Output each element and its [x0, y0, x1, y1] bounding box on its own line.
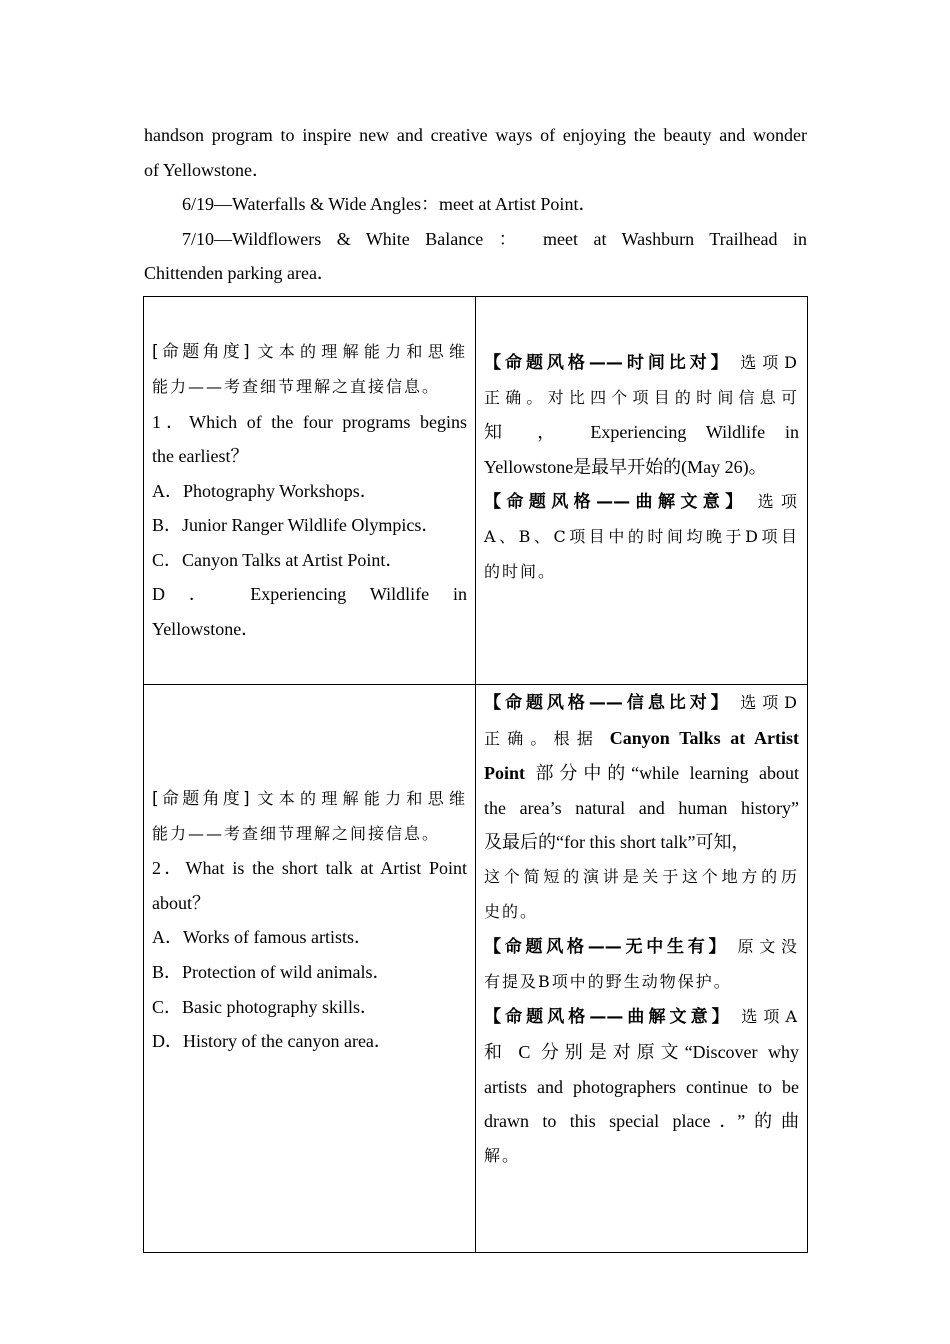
option-c: C．Basic photography skills． [152, 996, 378, 1017]
style-text-cont: artists and photographers continue to be [484, 1076, 799, 1097]
style-text-cont: Yellowstone是最早开始的(May 26)。 [484, 456, 767, 477]
style-text-cont: 知 ， Experiencing Wildlife in [484, 422, 799, 443]
style-text-cont: 及最后的“for this short talk”可知， [484, 832, 750, 853]
angle-tag: [命题角度] [152, 342, 250, 363]
style-text-cont: 的时间。 [484, 561, 557, 581]
question-text-cont: the earliest？ [152, 446, 249, 467]
analysis-cell-1 [476, 297, 808, 685]
style-text-cont: 正确。对比四个项目的时间信息可 [484, 387, 799, 407]
style-text-cont: 史的。 [484, 901, 539, 921]
style-text-cont: 解。 [484, 1145, 521, 1165]
style-text-cont: 有提及B项中的野生动物保护。 [484, 971, 732, 991]
analysis-table [143, 296, 808, 1253]
angle-tag: [命题角度] [152, 789, 250, 809]
style-tag: 【命题风格——信息比对】 [484, 693, 732, 713]
option-d-cont: Yellowstone． [152, 619, 260, 640]
style-text-cont: A、B、C项目中的时间均晚于D项目 [484, 526, 799, 546]
option-b: B．Protection of wild animals． [152, 961, 391, 982]
table-row [144, 685, 808, 1253]
style-text-cont: drawn to this special place．”的曲 [484, 1111, 799, 1132]
question-text: 1．Which of the four programs begins [152, 411, 467, 432]
style-text: 选项A [741, 1007, 800, 1027]
style-tag: 【命题风格——曲解文意】 [484, 492, 748, 513]
question-text: 2．What is the short talk at Artist Point [152, 858, 467, 879]
intro-passage [144, 118, 807, 291]
option-a: A．Works of famous artists． [152, 927, 373, 948]
option-c: C．Canyon Talks at Artist Point． [152, 549, 404, 570]
intro-line-1: handson program to inspire new and creative ways of enjoying the beauty and wonder [144, 125, 807, 145]
table-row [144, 297, 808, 685]
option-a: A．Photography Workshops． [152, 480, 378, 501]
style-tag: 【命题风格——曲解文意】 [484, 1007, 733, 1028]
style-text-cont: the area’s natural and human history” [484, 797, 799, 818]
intro-line-2: of Yellowstone． [144, 159, 271, 180]
style-text: 选项D [740, 693, 799, 712]
angle-text: 文本的理解能力和思维 [257, 789, 467, 808]
option-d: D．History of the canyon area． [152, 1031, 392, 1052]
style-text-bold: Point [484, 763, 526, 784]
schedule-item-2-cont: Chittenden parking area． [144, 263, 335, 284]
style-text-cont: 正确。根据 [484, 728, 601, 748]
style-text: 选项D [740, 353, 799, 372]
question-cell-1 [144, 297, 476, 685]
option-b: B．Junior Ranger Wildlife Olympics． [152, 515, 440, 536]
style-text-bold: Canyon Talks at Artist [609, 727, 799, 748]
schedule-item-1: 6/19—Waterfalls & Wide Angles：meet at Artist Point． [182, 194, 597, 215]
question-text-cont: about？ [152, 892, 210, 913]
schedule-item-2: 7/10—Wildflowers & White Balance ： meet at Washburn Trailhead in [182, 228, 807, 249]
style-text-cont: 和 C 分别是对原文“Discover why [484, 1041, 799, 1062]
style-text: 原文没 [737, 937, 799, 957]
style-text-cont: 部分中的“while learning about [535, 763, 799, 784]
style-text: 选项 [757, 492, 799, 512]
style-tag: 【命题风格——时间比对】 [484, 353, 732, 373]
angle-text: 文本的理解能力和思维 [257, 342, 467, 362]
angle-text-cont: 能力——考查细节理解之直接信息。 [152, 376, 441, 396]
style-tag: 【命题风格——无中生有】 [484, 937, 730, 958]
option-d: D ． Experiencing Wildlife in [152, 584, 467, 605]
analysis-cell-2 [476, 685, 808, 1253]
angle-text-cont: 能力——考查细节理解之间接信息。 [152, 823, 441, 843]
question-cell-2 [144, 685, 476, 1253]
style-text-cont: 这个简短的演讲是关于这个地方的历 [484, 866, 799, 886]
